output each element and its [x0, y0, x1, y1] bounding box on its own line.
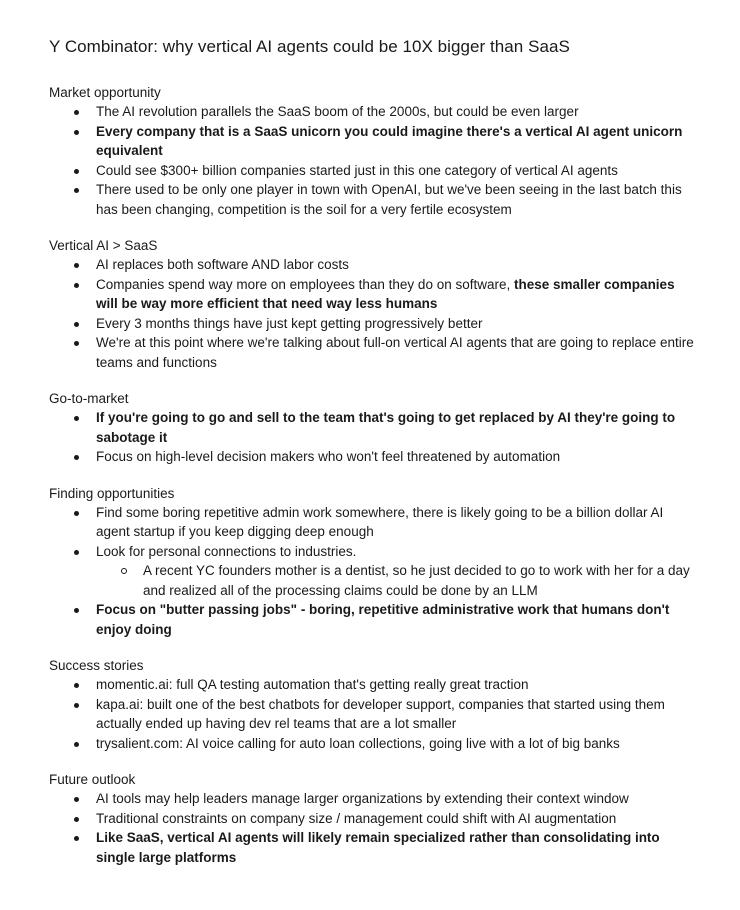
bullet-item — [96, 122, 700, 161]
bullet-dot-icon — [74, 511, 79, 516]
bullet-dot-icon — [74, 550, 79, 555]
bullet-dot-icon — [74, 836, 79, 841]
bullet-text: momentic.ai: full QA testing automation that's getting really great traction — [96, 677, 529, 692]
bullet-list — [49, 102, 700, 219]
section-heading: Finding opportunities — [49, 485, 175, 501]
bullet-item — [96, 255, 700, 275]
hollow-bullet-icon — [121, 568, 127, 574]
sub-bullet-list — [96, 561, 700, 600]
bullet-item — [96, 102, 700, 122]
bullet-text: Traditional constraints on company size / management could shift with AI augmentation — [96, 810, 617, 826]
bullet-dot-icon — [74, 797, 79, 802]
bullet-dot-icon — [74, 130, 79, 135]
bullet-text: Companies spend way more on employees than they do on software, — [96, 276, 514, 292]
bullet-item — [96, 447, 700, 467]
bullet-text: Find some boring repetitive admin work somewhere, there is likely going to be a billion dollar AI agent startup if you keep digging deep enough — [96, 504, 664, 539]
section-heading: Success stories — [49, 658, 144, 673]
bullet-bold-text: Every company that is a SaaS unicorn you could imagine there's a vertical AI agent unicorn equivalent — [96, 123, 683, 158]
bullet-item — [96, 275, 700, 314]
bullet-text: Look for personal connections to industries. — [96, 543, 357, 559]
bullet-list — [49, 675, 700, 753]
section-heading: Go-to-market — [49, 391, 129, 406]
bullet-dot-icon — [74, 341, 79, 346]
bullet-dot-icon — [74, 683, 79, 688]
section — [49, 770, 700, 867]
bullet-bold-text: Like SaaS, vertical AI agents will likely remain specialized rather than consolidating into single large platforms — [96, 830, 660, 865]
bullet-text: AI replaces both software AND labor costs — [96, 257, 349, 272]
bullet-item — [96, 333, 700, 372]
bullet-item — [96, 180, 700, 219]
section — [49, 83, 700, 219]
bullet-item — [96, 503, 700, 542]
bullet-item — [96, 314, 700, 334]
bullet-bold-text: Focus on "butter passing jobs" - boring, repetitive administrative work that humans don't enjoy doing — [96, 602, 670, 637]
bullet-dot-icon — [74, 817, 79, 822]
bullet-dot-icon — [74, 322, 79, 327]
bullet-dot-icon — [74, 455, 79, 460]
bullet-item — [96, 809, 700, 829]
bullet-item — [96, 542, 700, 601]
bullet-bold-text: If you're going to go and sell to the team that's going to get replaced by AI they're going to sabotage it — [96, 410, 676, 445]
bullet-text: kapa.ai: built one of the best chatbots for developer support, companies that started using them actually ended up having dev rel teams that are a lot smaller — [96, 696, 665, 731]
section — [49, 484, 700, 640]
bullet-item — [96, 675, 700, 695]
document-body — [49, 83, 700, 867]
bullet-item — [96, 408, 700, 447]
section-heading: Market opportunity — [49, 85, 161, 100]
bullet-item — [96, 600, 700, 639]
bullet-text: We're at this point where we're talking about full-on vertical AI agents that are going to replace entire teams and functions — [96, 335, 694, 370]
bullet-dot-icon — [74, 169, 79, 174]
bullet-dot-icon — [74, 188, 79, 193]
bullet-dot-icon — [74, 416, 79, 421]
bullet-dot-icon — [74, 703, 79, 708]
bullet-text: The AI revolution parallels the SaaS boom of the 2000s, but could be even larger — [96, 104, 579, 119]
bullet-text: Every 3 months things have just kept getting progressively better — [96, 315, 483, 331]
bullet-dot-icon — [74, 110, 79, 115]
bullet-dot-icon — [74, 283, 79, 288]
bullet-item — [96, 161, 700, 181]
sub-bullet-text: A recent YC founders mother is a dentist, so he just decided to go to work with her for a day and realized all of the processing claims could be done by an LLM — [143, 563, 690, 598]
bullet-text: There used to be only one player in town with OpenAI, but we've been seeing in the last batch this has been changing, competition is the soil for a very fertile ecosystem — [96, 182, 682, 217]
document-title: Y Combinator: why vertical AI agents could be 10X bigger than SaaS — [49, 37, 570, 56]
bullet-item — [96, 695, 700, 734]
bullet-text: Focus on high-level decision makers who won't feel threatened by automation — [96, 449, 561, 464]
bullet-list — [49, 255, 700, 372]
bullet-item — [96, 734, 700, 754]
bullet-text: trysalient.com: AI voice calling for auto loan collections, going live with a lot of big banks — [96, 735, 620, 751]
sub-bullet-item — [143, 561, 700, 600]
bullet-dot-icon — [74, 263, 79, 268]
section — [49, 236, 700, 372]
section-heading: Vertical AI > SaaS — [49, 238, 158, 253]
bullet-text: AI tools may help leaders manage larger organizations by extending their context window — [96, 791, 629, 806]
bullet-text: Could see $300+ billion companies started just in this one category of vertical AI agents — [96, 162, 618, 178]
bullet-item — [96, 789, 700, 809]
bullet-item — [96, 828, 700, 867]
bullet-list — [49, 789, 700, 867]
bullet-list — [49, 408, 700, 467]
section-heading: Future outlook — [49, 772, 136, 787]
bullet-dot-icon — [74, 742, 79, 747]
bullet-bold-text: these smaller companies will be way more efficient that need way less humans — [96, 276, 675, 311]
section — [49, 389, 700, 467]
section — [49, 656, 700, 753]
bullet-list — [49, 503, 700, 640]
bullet-dot-icon — [74, 608, 79, 613]
